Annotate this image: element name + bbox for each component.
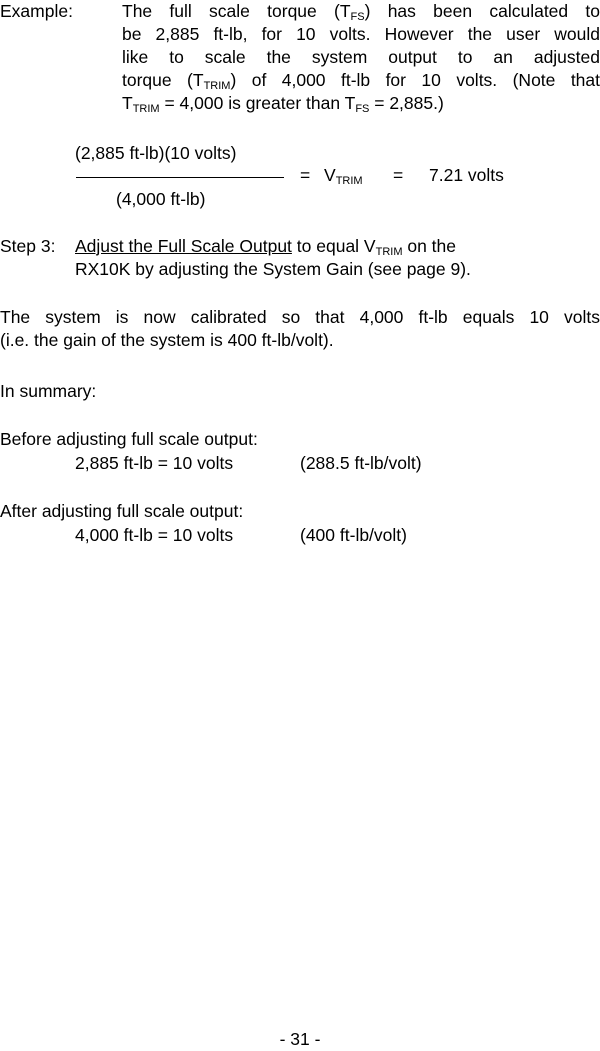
calibrated-line-1: The system is now calibrated so that 4,000 ft-lb equals 10 volts (0, 307, 600, 327)
example-paragraph (122, 0, 600, 115)
example-label: Example: (0, 1, 73, 21)
calibrated-paragraph (0, 306, 600, 352)
formula-v-trim: $V_{TRIM}$ (324, 165, 363, 187)
summary-heading: In summary: (0, 381, 97, 401)
after-rate: (400 ft-lb/volt) (300, 525, 407, 545)
step3-paragraph (75, 235, 595, 281)
step3-label: Step 3: (0, 236, 56, 256)
formula-numerator: (2,885 ft-lb)(10 volts) (75, 143, 237, 163)
fraction-bar (76, 177, 284, 178)
after-heading: After adjusting full scale output: (0, 501, 244, 521)
full-scale-output-link[interactable]: Adjust the Full Scale Output (75, 236, 292, 256)
example-line-2: be 2,885 ft-lb, for 10 volts. However the user would (122, 24, 600, 44)
step3-line-1: Adjust the Full Scale Output to equal $V_{TRIM}$ on the (75, 236, 457, 258)
before-rate: (288.5 ft-lb/volt) (300, 453, 422, 473)
example-line-1: The full scale torque $(T_{FS})$ has been calculated to (122, 1, 600, 23)
page-number: - 31 - (279, 1029, 321, 1049)
formula-equals-2: = (393, 165, 404, 185)
formula-equals-1: = (300, 165, 311, 185)
before-equation: 2,885 ft-lb = 10 volts (75, 453, 234, 473)
step3-line-2: RX10K by adjusting the System Gain (see page 9). (75, 259, 471, 279)
after-equation: 4,000 ft-lb = 10 volts (75, 525, 234, 545)
example-line-4: torque $(T_{TRIM})$ of 4,000 ft-lb for 10 volts. (Note that (122, 70, 600, 92)
example-line-3: like to scale the system output to an adjusted (122, 47, 600, 67)
before-heading: Before adjusting full scale output: (0, 429, 258, 449)
example-line-5: $T_{TRIM} = 4,000$ is greater than $T_{FS} = 2,885$.) (122, 93, 444, 115)
calibrated-line-2: (i.e. the gain of the system is 400 ft-lb/volt). (0, 330, 334, 350)
formula-result: 7.21 volts (429, 165, 504, 185)
formula-denominator: (4,000 ft-lb) (116, 189, 206, 209)
